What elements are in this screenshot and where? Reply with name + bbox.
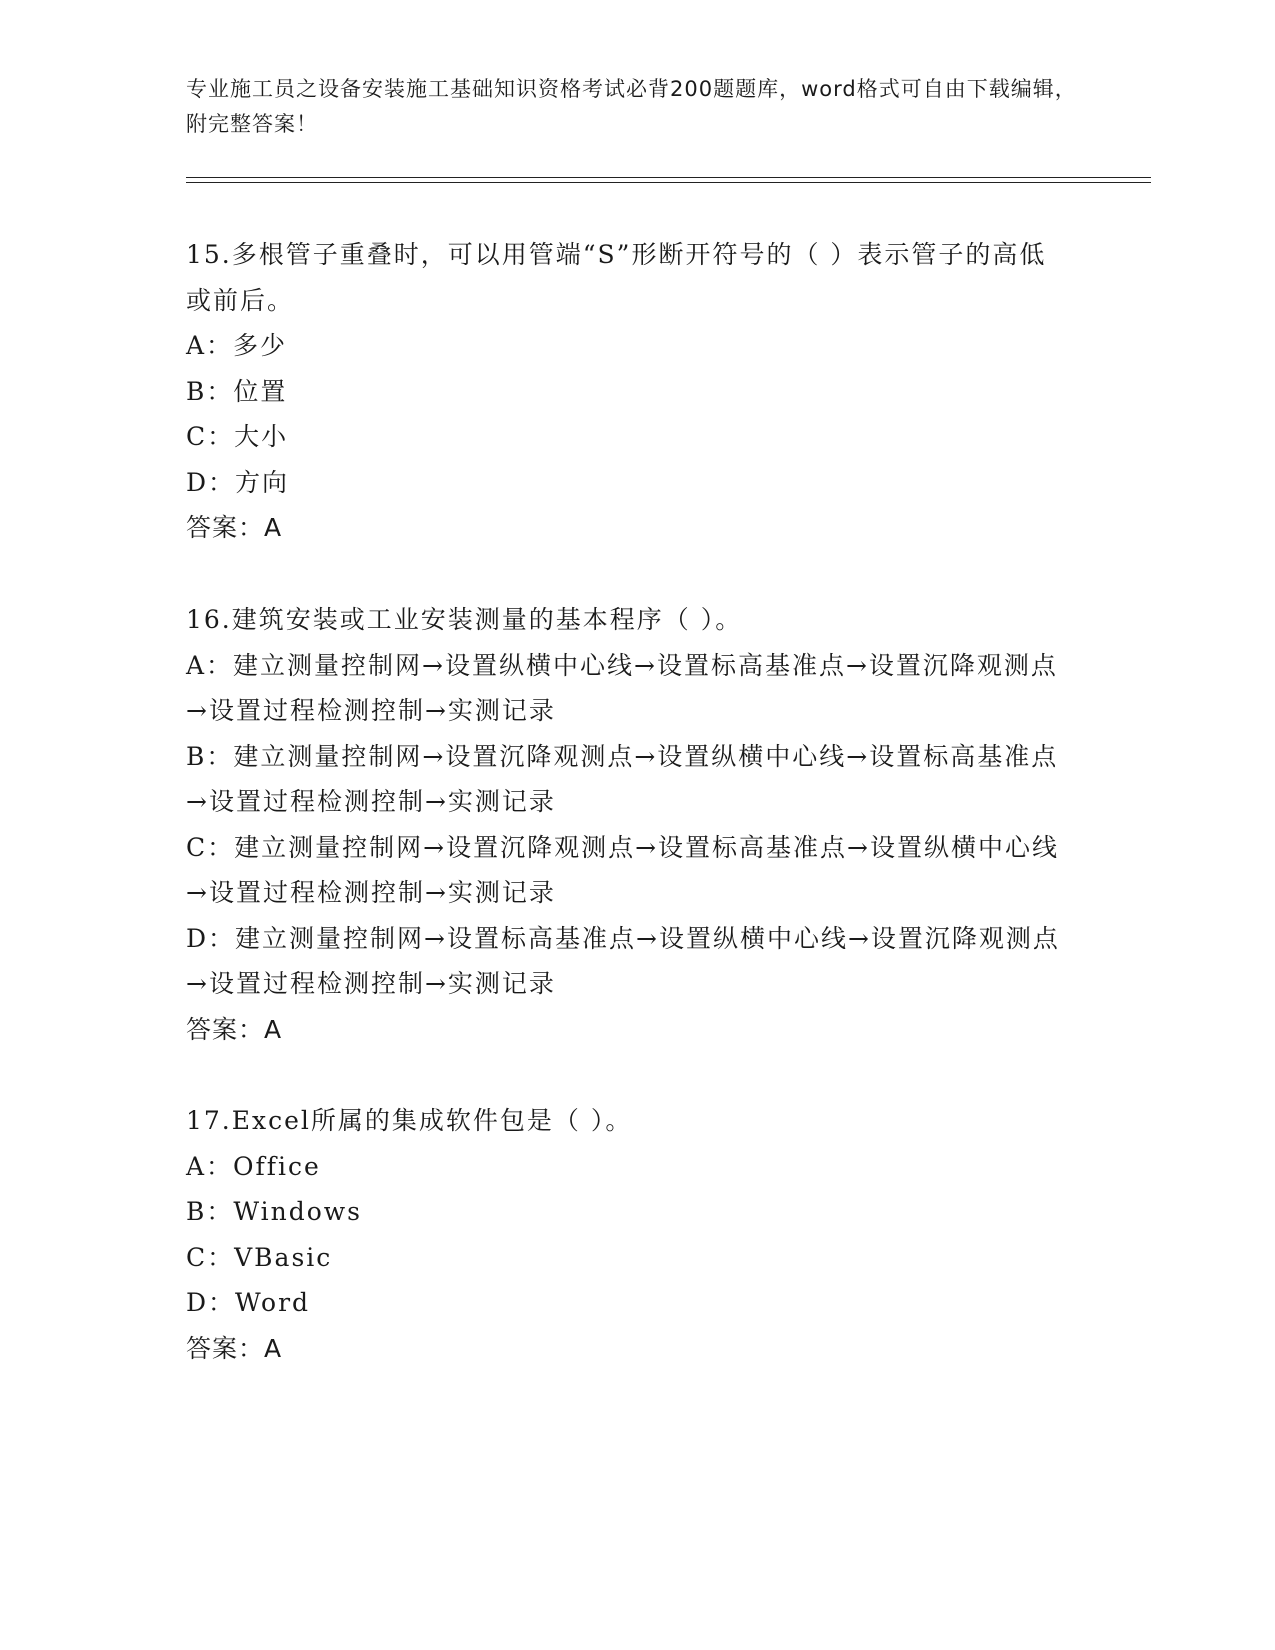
option-d: D：Word <box>186 1288 311 1317</box>
option-d: D：方向 <box>186 467 290 497</box>
question-16 <box>186 597 1066 1052</box>
option-a: A：Office <box>186 1151 321 1181</box>
question-15 <box>186 232 1066 551</box>
answer-line: 答案：A <box>186 513 283 542</box>
header-divider-top <box>186 177 1151 178</box>
answer-line: 答案：A <box>186 1014 283 1044</box>
option-a: A：建立测量控制网→设置纵横中心线→设置标高基准点→设置沉降观测点→设置过程检测控制→实测记录 <box>186 650 1058 725</box>
header-divider-bottom <box>186 182 1151 183</box>
question-text: 17.Excel所属的集成软件包是（ ）。 <box>186 1106 633 1135</box>
question-text: 15.多根管子重叠时，可以用管端“S”形断开符号的（ ）表示管子的高低或前后。 <box>186 240 1047 315</box>
option-b: B：建立测量控制网→设置沉降观测点→设置纵横中心线→设置标高基准点→设置过程检测控制→实测记录 <box>186 741 1059 816</box>
option-c: C：VBasic <box>186 1242 333 1272</box>
option-b: B：位置 <box>186 376 288 406</box>
question-text: 16.建筑安装或工业安装测量的基本程序（ ）。 <box>186 605 743 634</box>
option-a: A：多少 <box>186 331 288 360</box>
answer-line: 答案：A <box>186 1333 283 1363</box>
option-b: B：Windows <box>186 1197 363 1226</box>
option-c: C：大小 <box>186 422 289 451</box>
question-17 <box>186 1098 1066 1371</box>
document-header <box>186 72 1086 142</box>
option-d: D：建立测量控制网→设置标高基准点→设置纵横中心线→设置沉降观测点→设置过程检测控制→实测记录 <box>186 923 1060 998</box>
header-intro-text: 专业施工员之设备安装施工基础知识资格考试必背200题题库，word格式可自由下载编辑，附完整答案！ <box>186 77 1077 136</box>
option-c: C：建立测量控制网→设置沉降观测点→设置标高基准点→设置纵横中心线→设置过程检测控制→实测记录 <box>186 832 1059 907</box>
